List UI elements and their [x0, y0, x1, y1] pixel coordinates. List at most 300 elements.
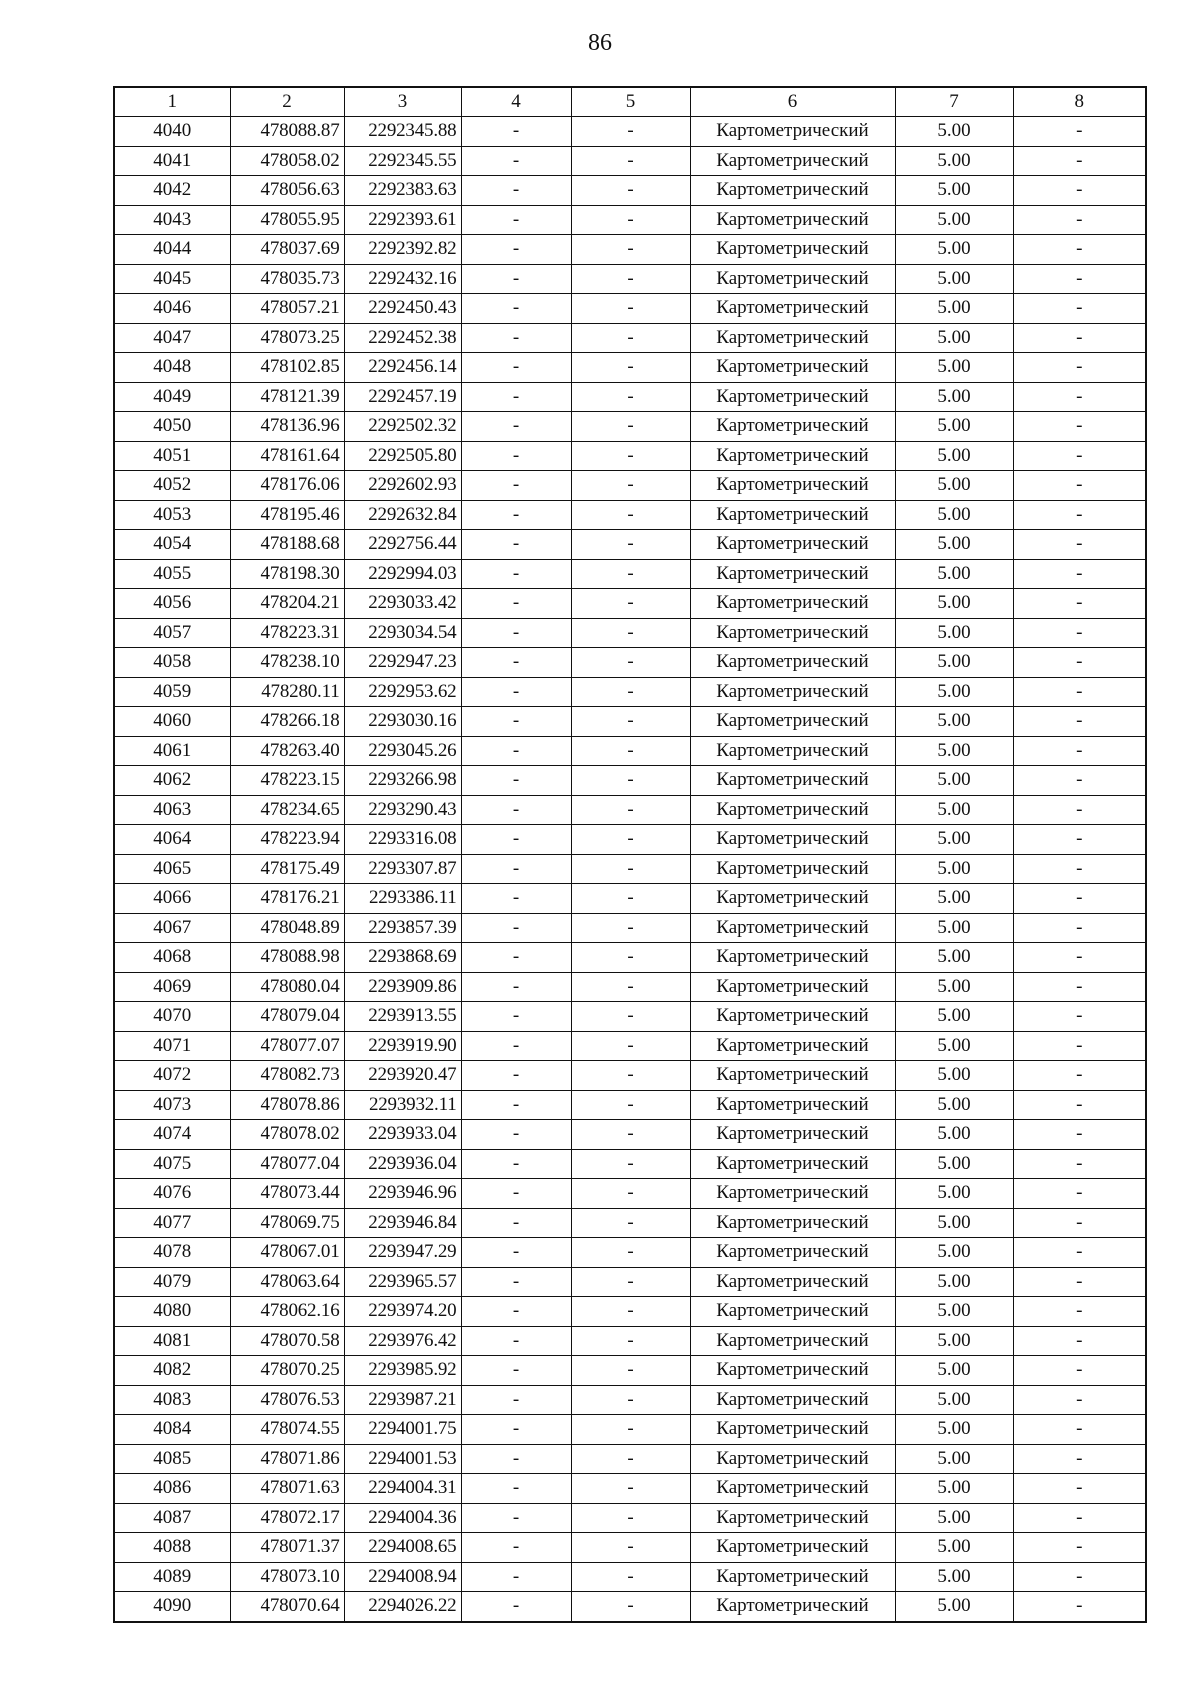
col4-cell: - — [461, 1002, 571, 1032]
col8-cell: - — [1013, 1179, 1146, 1209]
col5-cell: - — [571, 1061, 690, 1091]
col8-cell: - — [1013, 1208, 1146, 1238]
table-row — [114, 1179, 1146, 1209]
point-number-cell: 4060 — [114, 707, 230, 737]
col4-cell: - — [461, 795, 571, 825]
method-cell: Картометрический — [690, 972, 895, 1002]
col5-cell: - — [571, 1238, 690, 1268]
x-coordinate-cell: 478161.64 — [230, 441, 344, 471]
col8-cell: - — [1013, 1533, 1146, 1563]
col4-cell: - — [461, 412, 571, 442]
accuracy-cell: 5.00 — [895, 648, 1013, 678]
x-coordinate-cell: 478070.64 — [230, 1592, 344, 1622]
method-cell: Картометрический — [690, 913, 895, 943]
column-header: 5 — [571, 87, 690, 117]
col8-cell: - — [1013, 1444, 1146, 1474]
method-cell: Картометрический — [690, 1326, 895, 1356]
table-row — [114, 1356, 1146, 1386]
col8-cell: - — [1013, 1238, 1146, 1268]
table-row — [114, 235, 1146, 265]
page-number: 86 — [588, 30, 612, 56]
col8-cell: - — [1013, 1090, 1146, 1120]
col4-cell: - — [461, 205, 571, 235]
col4-cell: - — [461, 1090, 571, 1120]
col5-cell: - — [571, 795, 690, 825]
table-row — [114, 825, 1146, 855]
method-cell: Картометрический — [690, 1238, 895, 1268]
col4-cell: - — [461, 1385, 571, 1415]
col8-cell: - — [1013, 323, 1146, 353]
x-coordinate-cell: 478188.68 — [230, 530, 344, 560]
point-number-cell: 4063 — [114, 795, 230, 825]
accuracy-cell: 5.00 — [895, 412, 1013, 442]
col4-cell: - — [461, 884, 571, 914]
method-cell: Картометрический — [690, 264, 895, 294]
col8-cell: - — [1013, 441, 1146, 471]
table-row — [114, 766, 1146, 796]
col8-cell: - — [1013, 1297, 1146, 1327]
point-number-cell: 4071 — [114, 1031, 230, 1061]
y-coordinate-cell: 2294001.53 — [344, 1444, 461, 1474]
x-coordinate-cell: 478077.07 — [230, 1031, 344, 1061]
col4-cell: - — [461, 1503, 571, 1533]
y-coordinate-cell: 2293920.47 — [344, 1061, 461, 1091]
col4-cell: - — [461, 1120, 571, 1150]
col8-cell: - — [1013, 1002, 1146, 1032]
method-cell: Картометрический — [690, 648, 895, 678]
y-coordinate-cell: 2294001.75 — [344, 1415, 461, 1445]
col5-cell: - — [571, 1208, 690, 1238]
method-cell: Картометрический — [690, 795, 895, 825]
col4-cell: - — [461, 1149, 571, 1179]
table-row — [114, 382, 1146, 412]
column-header: 4 — [461, 87, 571, 117]
accuracy-cell: 5.00 — [895, 707, 1013, 737]
y-coordinate-cell: 2293307.87 — [344, 854, 461, 884]
col8-cell: - — [1013, 795, 1146, 825]
col5-cell: - — [571, 382, 690, 412]
point-number-cell: 4084 — [114, 1415, 230, 1445]
col8-cell: - — [1013, 1326, 1146, 1356]
col5-cell: - — [571, 913, 690, 943]
y-coordinate-cell: 2292947.23 — [344, 648, 461, 678]
method-cell: Картометрический — [690, 471, 895, 501]
col4-cell: - — [461, 648, 571, 678]
method-cell: Картометрический — [690, 235, 895, 265]
method-cell: Картометрический — [690, 1179, 895, 1209]
col8-cell: - — [1013, 235, 1146, 265]
point-number-cell: 4080 — [114, 1297, 230, 1327]
x-coordinate-cell: 478035.73 — [230, 264, 344, 294]
accuracy-cell: 5.00 — [895, 1326, 1013, 1356]
y-coordinate-cell: 2292602.93 — [344, 471, 461, 501]
col8-cell: - — [1013, 176, 1146, 206]
y-coordinate-cell: 2293386.11 — [344, 884, 461, 914]
x-coordinate-cell: 478266.18 — [230, 707, 344, 737]
y-coordinate-cell: 2293976.42 — [344, 1326, 461, 1356]
col8-cell: - — [1013, 412, 1146, 442]
method-cell: Картометрический — [690, 1415, 895, 1445]
table-row — [114, 677, 1146, 707]
col4-cell: - — [461, 1444, 571, 1474]
table-row — [114, 589, 1146, 619]
point-number-cell: 4079 — [114, 1267, 230, 1297]
accuracy-cell: 5.00 — [895, 1385, 1013, 1415]
x-coordinate-cell: 478070.58 — [230, 1326, 344, 1356]
col8-cell: - — [1013, 1562, 1146, 1592]
table-row — [114, 913, 1146, 943]
col5-cell: - — [571, 530, 690, 560]
method-cell: Картометрический — [690, 1149, 895, 1179]
point-number-cell: 4042 — [114, 176, 230, 206]
col5-cell: - — [571, 736, 690, 766]
method-cell: Картометрический — [690, 500, 895, 530]
accuracy-cell: 5.00 — [895, 677, 1013, 707]
col8-cell: - — [1013, 1474, 1146, 1504]
y-coordinate-cell: 2292450.43 — [344, 294, 461, 324]
col5-cell: - — [571, 323, 690, 353]
point-number-cell: 4054 — [114, 530, 230, 560]
x-coordinate-cell: 478076.53 — [230, 1385, 344, 1415]
col5-cell: - — [571, 1149, 690, 1179]
accuracy-cell: 5.00 — [895, 766, 1013, 796]
col4-cell: - — [461, 264, 571, 294]
point-number-cell: 4059 — [114, 677, 230, 707]
col8-cell: - — [1013, 1385, 1146, 1415]
point-number-cell: 4082 — [114, 1356, 230, 1386]
y-coordinate-cell: 2292502.32 — [344, 412, 461, 442]
col4-cell: - — [461, 707, 571, 737]
col5-cell: - — [571, 1267, 690, 1297]
point-number-cell: 4069 — [114, 972, 230, 1002]
point-number-cell: 4090 — [114, 1592, 230, 1622]
col8-cell: - — [1013, 648, 1146, 678]
method-cell: Картометрический — [690, 1356, 895, 1386]
table-row — [114, 117, 1146, 147]
y-coordinate-cell: 2293033.42 — [344, 589, 461, 619]
col5-cell: - — [571, 854, 690, 884]
point-number-cell: 4058 — [114, 648, 230, 678]
y-coordinate-cell: 2292383.63 — [344, 176, 461, 206]
method-cell: Картометрический — [690, 1474, 895, 1504]
col8-cell: - — [1013, 1592, 1146, 1622]
x-coordinate-cell: 478088.87 — [230, 117, 344, 147]
col5-cell: - — [571, 559, 690, 589]
method-cell: Картометрический — [690, 117, 895, 147]
x-coordinate-cell: 478078.86 — [230, 1090, 344, 1120]
col5-cell: - — [571, 943, 690, 973]
x-coordinate-cell: 478195.46 — [230, 500, 344, 530]
coordinates-table — [113, 86, 1147, 1623]
col4-cell: - — [461, 854, 571, 884]
accuracy-cell: 5.00 — [895, 1090, 1013, 1120]
table-row — [114, 471, 1146, 501]
column-header: 7 — [895, 87, 1013, 117]
x-coordinate-cell: 478176.21 — [230, 884, 344, 914]
method-cell: Картометрический — [690, 1267, 895, 1297]
accuracy-cell: 5.00 — [895, 353, 1013, 383]
point-number-cell: 4056 — [114, 589, 230, 619]
col4-cell: - — [461, 972, 571, 1002]
point-number-cell: 4061 — [114, 736, 230, 766]
accuracy-cell: 5.00 — [895, 1415, 1013, 1445]
accuracy-cell: 5.00 — [895, 1002, 1013, 1032]
accuracy-cell: 5.00 — [895, 146, 1013, 176]
table-row — [114, 441, 1146, 471]
table-row — [114, 264, 1146, 294]
col8-cell: - — [1013, 943, 1146, 973]
col4-cell: - — [461, 825, 571, 855]
x-coordinate-cell: 478121.39 — [230, 382, 344, 412]
accuracy-cell: 5.00 — [895, 1179, 1013, 1209]
point-number-cell: 4053 — [114, 500, 230, 530]
point-number-cell: 4078 — [114, 1238, 230, 1268]
y-coordinate-cell: 2293946.84 — [344, 1208, 461, 1238]
col5-cell: - — [571, 884, 690, 914]
method-cell: Картометрический — [690, 943, 895, 973]
table-row — [114, 1533, 1146, 1563]
x-coordinate-cell: 478223.94 — [230, 825, 344, 855]
x-coordinate-cell: 478198.30 — [230, 559, 344, 589]
method-cell: Картометрический — [690, 1562, 895, 1592]
col5-cell: - — [571, 766, 690, 796]
col5-cell: - — [571, 825, 690, 855]
point-number-cell: 4066 — [114, 884, 230, 914]
accuracy-cell: 5.00 — [895, 1061, 1013, 1091]
col5-cell: - — [571, 471, 690, 501]
y-coordinate-cell: 2294008.94 — [344, 1562, 461, 1592]
y-coordinate-cell: 2293947.29 — [344, 1238, 461, 1268]
col5-cell: - — [571, 1090, 690, 1120]
point-number-cell: 4088 — [114, 1533, 230, 1563]
col4-cell: - — [461, 1474, 571, 1504]
accuracy-cell: 5.00 — [895, 1592, 1013, 1622]
table-row — [114, 1061, 1146, 1091]
accuracy-cell: 5.00 — [895, 1562, 1013, 1592]
col5-cell: - — [571, 1444, 690, 1474]
x-coordinate-cell: 478055.95 — [230, 205, 344, 235]
accuracy-cell: 5.00 — [895, 1533, 1013, 1563]
point-number-cell: 4040 — [114, 117, 230, 147]
y-coordinate-cell: 2293045.26 — [344, 736, 461, 766]
accuracy-cell: 5.00 — [895, 382, 1013, 412]
method-cell: Картометрический — [690, 1002, 895, 1032]
col4-cell: - — [461, 589, 571, 619]
method-cell: Картометрический — [690, 1592, 895, 1622]
table-row — [114, 1120, 1146, 1150]
y-coordinate-cell: 2293919.90 — [344, 1031, 461, 1061]
accuracy-cell: 5.00 — [895, 736, 1013, 766]
col4-cell: - — [461, 1179, 571, 1209]
col5-cell: - — [571, 589, 690, 619]
method-cell: Картометрический — [690, 677, 895, 707]
col4-cell: - — [461, 382, 571, 412]
point-number-cell: 4048 — [114, 353, 230, 383]
col5-cell: - — [571, 677, 690, 707]
y-coordinate-cell: 2293290.43 — [344, 795, 461, 825]
table-row — [114, 707, 1146, 737]
col4-cell: - — [461, 943, 571, 973]
accuracy-cell: 5.00 — [895, 264, 1013, 294]
table-row — [114, 1149, 1146, 1179]
y-coordinate-cell: 2293857.39 — [344, 913, 461, 943]
col5-cell: - — [571, 235, 690, 265]
col4-cell: - — [461, 1061, 571, 1091]
x-coordinate-cell: 478037.69 — [230, 235, 344, 265]
accuracy-cell: 5.00 — [895, 1474, 1013, 1504]
col8-cell: - — [1013, 1415, 1146, 1445]
x-coordinate-cell: 478071.86 — [230, 1444, 344, 1474]
table-row — [114, 1444, 1146, 1474]
accuracy-cell: 5.00 — [895, 943, 1013, 973]
method-cell: Картометрический — [690, 530, 895, 560]
y-coordinate-cell: 2292953.62 — [344, 677, 461, 707]
point-number-cell: 4043 — [114, 205, 230, 235]
col8-cell: - — [1013, 1061, 1146, 1091]
point-number-cell: 4064 — [114, 825, 230, 855]
accuracy-cell: 5.00 — [895, 1031, 1013, 1061]
col5-cell: - — [571, 1326, 690, 1356]
point-number-cell: 4087 — [114, 1503, 230, 1533]
y-coordinate-cell: 2293936.04 — [344, 1149, 461, 1179]
method-cell: Картометрический — [690, 1533, 895, 1563]
accuracy-cell: 5.00 — [895, 854, 1013, 884]
table-row — [114, 884, 1146, 914]
method-cell: Картометрический — [690, 736, 895, 766]
y-coordinate-cell: 2292432.16 — [344, 264, 461, 294]
col5-cell: - — [571, 1297, 690, 1327]
accuracy-cell: 5.00 — [895, 205, 1013, 235]
x-coordinate-cell: 478073.25 — [230, 323, 344, 353]
method-cell: Картометрический — [690, 1090, 895, 1120]
table-row — [114, 353, 1146, 383]
x-coordinate-cell: 478077.04 — [230, 1149, 344, 1179]
accuracy-cell: 5.00 — [895, 589, 1013, 619]
y-coordinate-cell: 2292456.14 — [344, 353, 461, 383]
col8-cell: - — [1013, 382, 1146, 412]
accuracy-cell: 5.00 — [895, 1297, 1013, 1327]
col4-cell: - — [461, 1356, 571, 1386]
accuracy-cell: 5.00 — [895, 235, 1013, 265]
y-coordinate-cell: 2293932.11 — [344, 1090, 461, 1120]
col8-cell: - — [1013, 972, 1146, 1002]
table-row — [114, 1592, 1146, 1622]
point-number-cell: 4051 — [114, 441, 230, 471]
col4-cell: - — [461, 736, 571, 766]
x-coordinate-cell: 478067.01 — [230, 1238, 344, 1268]
col8-cell: - — [1013, 1503, 1146, 1533]
method-cell: Картометрический — [690, 146, 895, 176]
col5-cell: - — [571, 1415, 690, 1445]
x-coordinate-cell: 478079.04 — [230, 1002, 344, 1032]
column-header: 8 — [1013, 87, 1146, 117]
y-coordinate-cell: 2292345.88 — [344, 117, 461, 147]
table-row — [114, 559, 1146, 589]
col8-cell: - — [1013, 677, 1146, 707]
method-cell: Картометрический — [690, 559, 895, 589]
y-coordinate-cell: 2293965.57 — [344, 1267, 461, 1297]
col8-cell: - — [1013, 913, 1146, 943]
col5-cell: - — [571, 1533, 690, 1563]
table-row — [114, 618, 1146, 648]
col4-cell: - — [461, 1238, 571, 1268]
col4-cell: - — [461, 117, 571, 147]
table-row — [114, 795, 1146, 825]
method-cell: Картометрический — [690, 1120, 895, 1150]
point-number-cell: 4044 — [114, 235, 230, 265]
col4-cell: - — [461, 1415, 571, 1445]
method-cell: Картометрический — [690, 618, 895, 648]
x-coordinate-cell: 478073.44 — [230, 1179, 344, 1209]
x-coordinate-cell: 478048.89 — [230, 913, 344, 943]
x-coordinate-cell: 478069.75 — [230, 1208, 344, 1238]
table-row — [114, 648, 1146, 678]
col5-cell: - — [571, 618, 690, 648]
y-coordinate-cell: 2293316.08 — [344, 825, 461, 855]
col8-cell: - — [1013, 500, 1146, 530]
method-cell: Картометрический — [690, 1297, 895, 1327]
table-row — [114, 1297, 1146, 1327]
col8-cell: - — [1013, 1120, 1146, 1150]
accuracy-cell: 5.00 — [895, 471, 1013, 501]
table-row — [114, 1002, 1146, 1032]
col8-cell: - — [1013, 294, 1146, 324]
col8-cell: - — [1013, 1267, 1146, 1297]
col4-cell: - — [461, 677, 571, 707]
accuracy-cell: 5.00 — [895, 1149, 1013, 1179]
column-header: 3 — [344, 87, 461, 117]
method-cell: Картометрический — [690, 1061, 895, 1091]
col5-cell: - — [571, 412, 690, 442]
method-cell: Картометрический — [690, 294, 895, 324]
col4-cell: - — [461, 530, 571, 560]
y-coordinate-cell: 2292392.82 — [344, 235, 461, 265]
accuracy-cell: 5.00 — [895, 1238, 1013, 1268]
col8-cell: - — [1013, 1149, 1146, 1179]
col4-cell: - — [461, 1297, 571, 1327]
header-row — [114, 87, 1146, 117]
col4-cell: - — [461, 1031, 571, 1061]
col5-cell: - — [571, 294, 690, 324]
table-row — [114, 176, 1146, 206]
table-row — [114, 1562, 1146, 1592]
y-coordinate-cell: 2293985.92 — [344, 1356, 461, 1386]
col4-cell: - — [461, 1562, 571, 1592]
accuracy-cell: 5.00 — [895, 1503, 1013, 1533]
method-cell: Картометрический — [690, 766, 895, 796]
col5-cell: - — [571, 146, 690, 176]
table-row — [114, 1415, 1146, 1445]
x-coordinate-cell: 478176.06 — [230, 471, 344, 501]
table-body — [114, 117, 1146, 1622]
method-cell: Картометрический — [690, 1031, 895, 1061]
method-cell: Картометрический — [690, 205, 895, 235]
x-coordinate-cell: 478063.64 — [230, 1267, 344, 1297]
x-coordinate-cell: 478080.04 — [230, 972, 344, 1002]
y-coordinate-cell: 2292756.44 — [344, 530, 461, 560]
x-coordinate-cell: 478136.96 — [230, 412, 344, 442]
y-coordinate-cell: 2292457.19 — [344, 382, 461, 412]
table-row — [114, 736, 1146, 766]
col5-cell: - — [571, 353, 690, 383]
accuracy-cell: 5.00 — [895, 323, 1013, 353]
y-coordinate-cell: 2292345.55 — [344, 146, 461, 176]
col4-cell: - — [461, 559, 571, 589]
table-row — [114, 943, 1146, 973]
table-row — [114, 1238, 1146, 1268]
col5-cell: - — [571, 205, 690, 235]
col8-cell: - — [1013, 117, 1146, 147]
